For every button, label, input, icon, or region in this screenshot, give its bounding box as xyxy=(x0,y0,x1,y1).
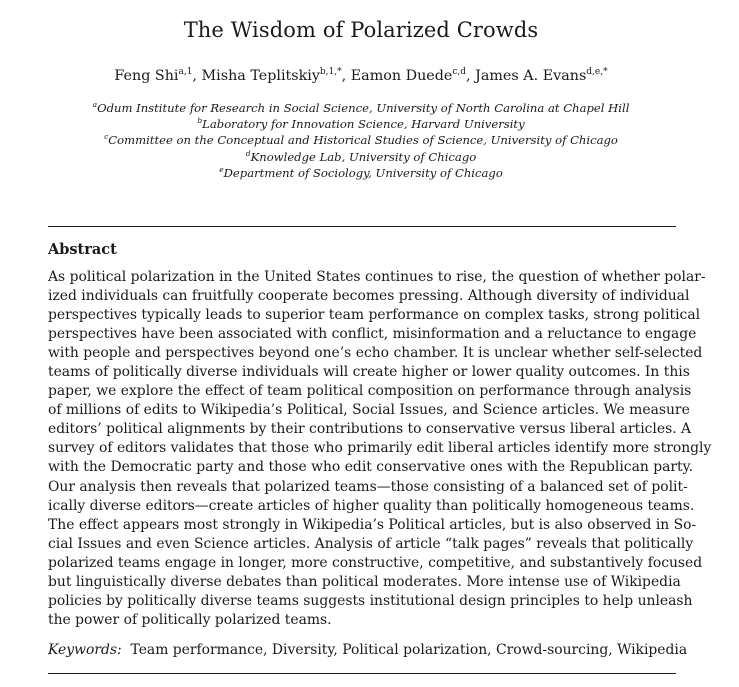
affiliation: $^c$Committee on the Conceptual and Historical Studies of Science, University of Chicago xyxy=(104,132,618,148)
abstract-line: paper, we explore the effect of team political composition on performance through analysis xyxy=(48,383,692,400)
abstract-line: the power of politically polarized teams. xyxy=(48,611,332,628)
abstract-line: survey of editors validates that those who primarily edit liberal articles identify more strongly xyxy=(48,440,712,457)
author-affiliation-marks: c,d xyxy=(452,67,467,78)
abstract-body xyxy=(48,268,712,630)
author-affiliation-marks: a,1 xyxy=(178,67,193,78)
author: Misha Teplitskiy$^{b,1,*}$, xyxy=(201,67,351,84)
abstract-line: Our analysis then reveals that polarized teams—those consisting of a balanced set of polit- xyxy=(48,478,688,495)
abstract-line: perspectives have been associated with conflict, misinformation and a reluctance to engage xyxy=(48,326,697,343)
abstract-line: of millions of edits to Wikipedia’s Political, Social Issues, and Science articles. We measure xyxy=(48,402,690,419)
abstract-heading: Abstract xyxy=(48,241,117,258)
affiliation: $^b$Laboratory for Innovation Science, Harvard University xyxy=(197,116,525,132)
abstract-line: polarized teams engage in longer, more constructive, competitive, and substantively focused xyxy=(48,554,703,571)
abstract-line: but linguistically diverse debates than political moderates. More intense use of Wikipedia xyxy=(48,573,681,590)
affiliation: $^e$Department of Sociology, University of Chicago xyxy=(219,164,503,180)
author-affiliation-marks: d,e,* xyxy=(586,67,608,78)
author: Feng Shi$^{a,1}$, xyxy=(114,67,202,84)
abstract-line: teams of politically diverse individuals will create higher or lower quality outcomes. In this xyxy=(48,364,690,381)
affiliation: $^a$Odum Institute for Research in Social Science, University of North Carolina at Chapel Hill xyxy=(92,100,630,115)
abstract-line: ically diverse editors—create articles of higher quality than politically homogeneous teams. xyxy=(48,497,695,514)
abstract-line: with people and perspectives beyond one’s echo chamber. It is unclear whether self-selected xyxy=(48,345,703,362)
abstract-line: with the Democratic party and those who edit conservative ones with the Republican party. xyxy=(48,459,694,476)
affiliation: $^d$Knowledge Lab, University of Chicago xyxy=(245,148,477,164)
abstract-line: ized individuals can fruitfully cooperate becomes pressing. Although diversity of individual xyxy=(48,288,690,305)
author-affiliation-marks: b,1,* xyxy=(319,67,342,78)
bottom-rule xyxy=(48,673,676,674)
author-list xyxy=(0,68,722,84)
abstract-line: editors’ political alignments by their contributions to conservative versus liberal articles. A xyxy=(48,421,692,438)
keywords xyxy=(48,642,688,658)
keywords-text: Team performance, Diversity, Political polarization, Crowd-sourcing, Wikipedia xyxy=(130,642,688,658)
abstract-line: policies by politically diverse teams suggests institutional design principles to help unleash xyxy=(48,592,693,609)
author: James A. Evans$^{d,e,*}$ xyxy=(475,67,608,84)
top-rule xyxy=(48,226,676,227)
author: Eamon Duede$^{c,d}$, xyxy=(350,67,476,84)
abstract-line: As political polarization in the United States continues to rise, the question of whether polar- xyxy=(48,269,706,285)
paper-title: The Wisdom of Polarized Crowds xyxy=(183,18,539,42)
abstract-line: perspectives typically leads to superior team performance on complex tasks, strong political xyxy=(48,307,701,324)
affiliation-list xyxy=(0,100,722,181)
abstract-line: The effect appears most strongly in Wikipedia’s Political articles, but is also observed in So- xyxy=(48,516,697,533)
abstract-line: cial Issues and even Science articles. Analysis of article “talk pages” reveals that politically xyxy=(48,535,694,552)
keywords-label: Keywords: xyxy=(48,642,122,658)
